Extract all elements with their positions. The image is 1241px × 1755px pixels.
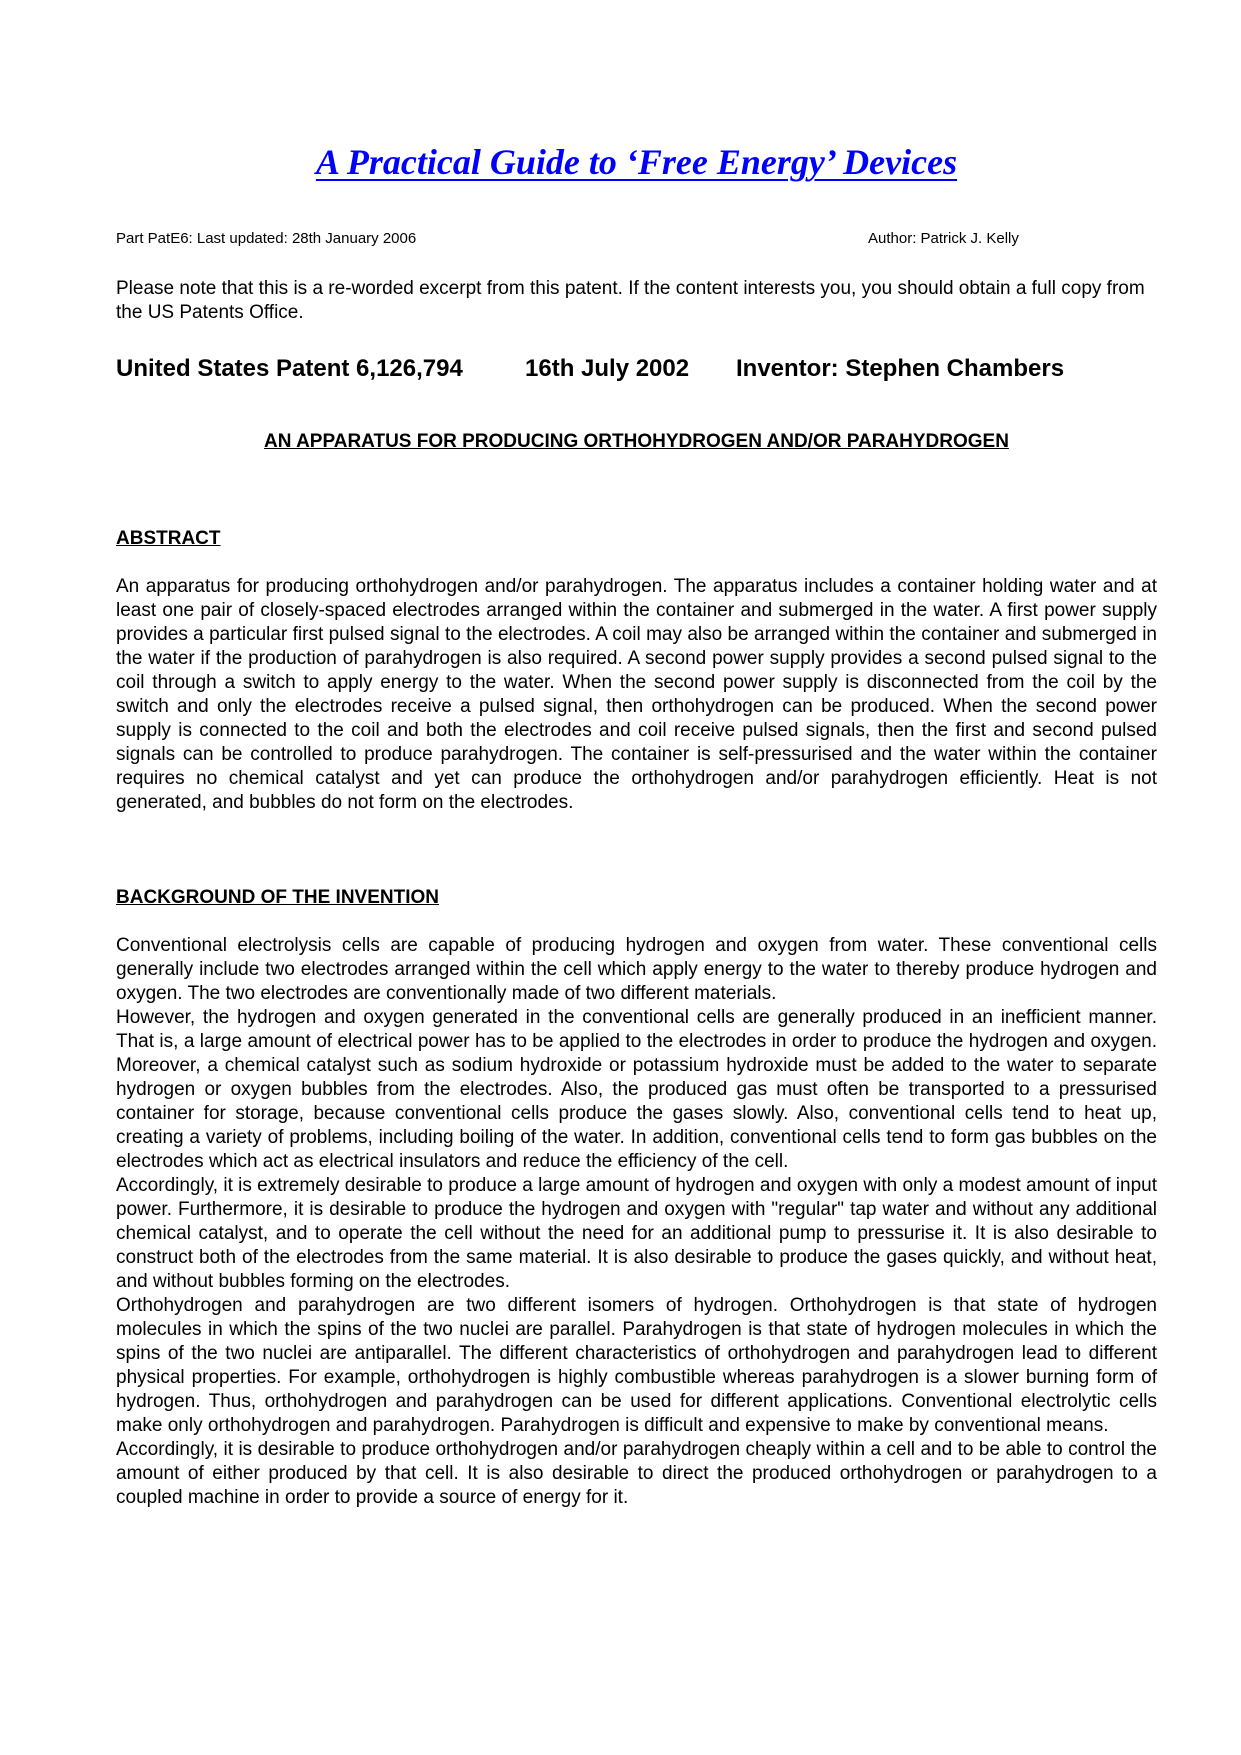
- abstract-heading: ABSTRACT: [116, 528, 221, 549]
- abstract-body: [116, 575, 1157, 815]
- background-paragraph: Accordingly, it is extremely desirable to produce a large amount of hydrogen and oxygen with only a modest amount of input power. Furthermore, it is desirable to produce the hydrogen and oxygen with "regular" tap water and without any additional chemical catalyst, and to operate the cell without the need for an additional pump to pressurise it. It is also desirable to construct both of the electrodes from the same material. It is also desirable to produce the gases quickly, and without heat, and without bubbles forming on the electrodes.: [116, 1175, 1158, 1292]
- background-paragraph: Conventional electrolysis cells are capable of producing hydrogen and oxygen from water. These conventional cells generally include two electrodes arranged within the cell which apply energy to the water to thereby produce hydrogen and oxygen. The two electrodes are conventionally made of two different materials.: [116, 935, 1157, 1004]
- abstract-paragraph: An apparatus for producing orthohydrogen and/or parahydrogen. The apparatus includes a container holding water and at least one pair of closely-spaced electrodes arranged within the container and submerged in the water. A first power supply provides a particular first pulsed signal to the electrodes. A coil may also be arranged within the container and submerged in the water if the production of parahydrogen is also required. A second power supply provides a second pulsed signal to the coil through a switch to apply energy to the water. When the second power supply is disconnected from the coil by the switch and only the electrodes receive a pulsed signal, then orthohydrogen can be produced. When the second power supply is connected to the coil and both the electrodes and coil receive pulsed signals, then the first and second pulsed signals can be controlled to produce parahydrogen. The container is self-pressurised and the water within the container requires no chemical catalyst and yet can produce the orthohydrogen and/or parahydrogen efficiently. Heat is not generated, and bubbles do not form on the electrodes.: [116, 576, 1157, 813]
- patent-number: United States Patent 6,126,794: [116, 355, 463, 382]
- background-paragraph: Orthohydrogen and parahydrogen are two different isomers of hydrogen. Orthohydrogen is that state of hydrogen molecules in which the spins of the two nuclei are parallel. Parahydrogen is that state of hydrogen molecules in which the spins of the two nuclei are antiparallel. The different characteristics of orthohydrogen and parahydrogen lead to different physical properties. For example, orthohydrogen is highly combustible whereas parahydrogen is a slower burning form of hydrogen. Thus, orthohydrogen and parahydrogen can be used for different applications. Conventional electrolytic cells make only orthohydrogen and parahydrogen. Parahydrogen is difficult and expensive to make by conventional means.: [116, 1295, 1157, 1436]
- patent-inventor: Inventor: Stephen Chambers: [736, 355, 1065, 382]
- author-info: Author: Patrick J. Kelly: [868, 230, 1019, 247]
- document-title-link[interactable]: A Practical Guide to ‘Free Energy’ Devices: [315, 142, 958, 182]
- patent-main-heading: AN APPARATUS FOR PRODUCING ORTHOHYDROGEN AND/OR PARAHYDROGEN: [264, 431, 1009, 452]
- part-info: Part PatE6: Last updated: 28th January 2006: [116, 230, 417, 247]
- background-heading: BACKGROUND OF THE INVENTION: [116, 887, 439, 908]
- excerpt-note: Please note that this is a re-worded excerpt from this patent. If the content interests you, you should obtain a full copy from the US Patents Office.: [116, 278, 1145, 323]
- background-paragraph: However, the hydrogen and oxygen generated in the conventional cells are generally produced in an inefficient manner. That is, a large amount of electrical power has to be applied to the electrodes in order to produce the hydrogen and oxygen. Moreover, a chemical catalyst such as sodium hydroxide or potassium hydroxide must be added to the water to separate hydrogen or oxygen bubbles from the electrodes. Also, the produced gas must often be transported to a pressurised container for storage, because conventional cells produce the gases slowly. Also, conventional cells tend to heat up, creating a variety of problems, including boiling of the water. In addition, conventional cells tend to form gas bubbles on the electrodes which act as electrical insulators and reduce the efficiency of the cell.: [116, 1007, 1157, 1172]
- patent-date: 16th July 2002: [525, 355, 690, 382]
- background-paragraph: Accordingly, it is desirable to produce orthohydrogen and/or parahydrogen cheaply within a cell and to be able to control the amount of either produced by that cell. It is also desirable to direct the produced orthohydrogen or parahydrogen to a coupled machine in order to provide a source of energy for it.: [116, 1439, 1157, 1508]
- background-body: [116, 934, 1157, 1510]
